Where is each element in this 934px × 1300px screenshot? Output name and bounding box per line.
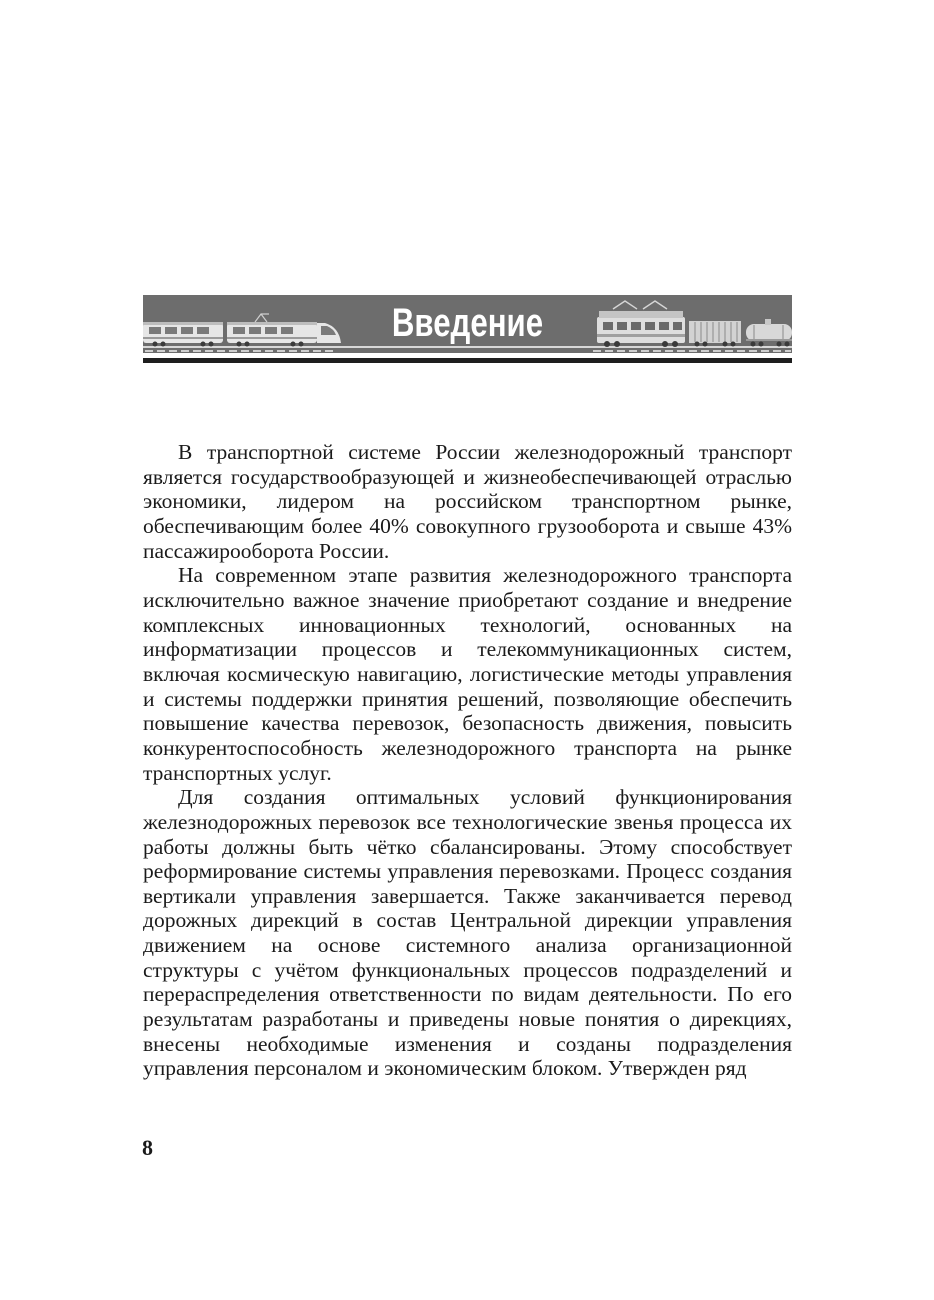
paragraph: В транспортной системе России железнодорожный транспорт является государствообразующей и жизнеобеспечивающей отраслью экономики, лидером на российском транспортном рынке, обеспечивающим более 40% совокупного грузооборота и свыше 43% пассажирооборота России. (143, 440, 792, 563)
chapter-title: Введение (391, 301, 544, 345)
chapter-banner (143, 295, 792, 365)
page-number: 8 (142, 1135, 153, 1160)
paragraph: На современном этапе развития железнодорожного транспорта исключительно важное значение приобретают создание и внедрение комплексных инновационных технологий, основанных на информатизации процессов и телекоммуникационных систем, включая космическую навигацию, логистические методы управления и системы поддержки принятия решений, позволяющие обеспечить повышение качества перевозок, безопасность движения, повысить конкурентоспособность железнодорожного транспорта на рынке транспортных услуг. (143, 563, 792, 785)
body-text (143, 440, 792, 1081)
paragraph: Для создания оптимальных условий функционирования железнодорожных перевозок все технологические звенья процесса их работы должны быть чётко сбалансированы. Этому способствует реформирование системы управления перевозками. Процесс создания вертикали управления завершается. Также заканчивается перевод дорожных дирекций в состав Центральной дирекции управления движением на основе системного анализа организационной структуры с учётом функциональных процессов подразделений и перераспределения ответственности по видам деятельности. По его результатам разработаны и приведены новые понятия о дирекциях, внесены необходимые изменения и созданы подразделения управления персоналом и экономическим блоком. Утвержден ряд (143, 785, 792, 1081)
